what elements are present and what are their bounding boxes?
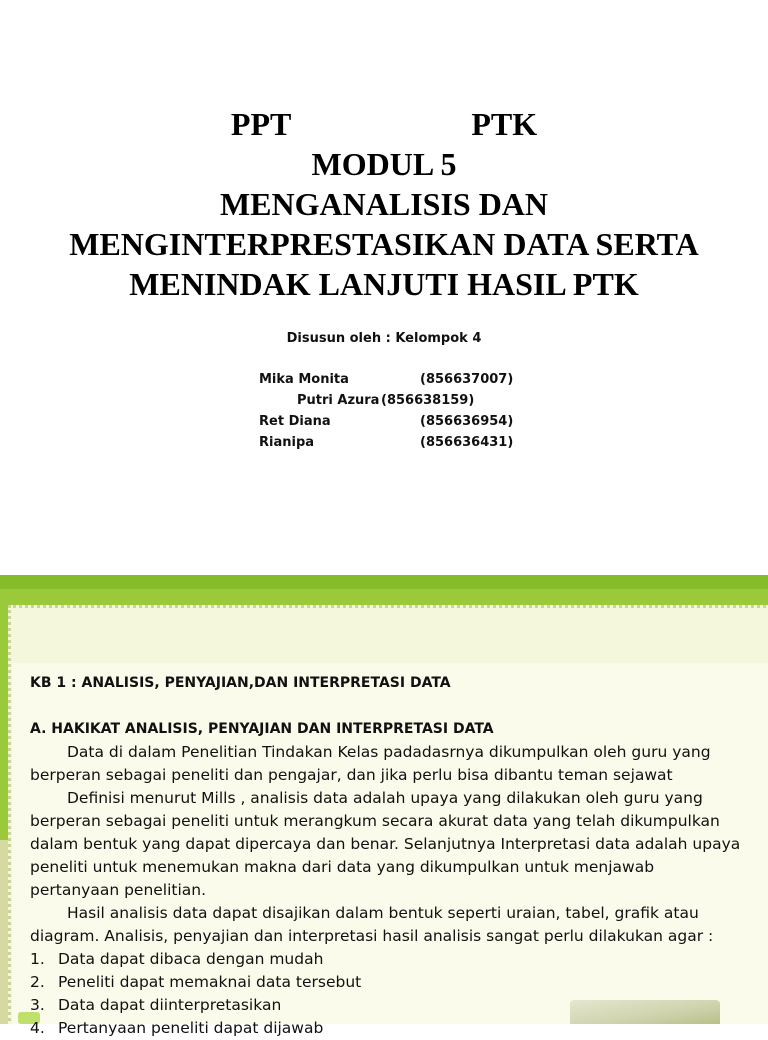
list-item: 2. Peneliti dapat memaknai data tersebut [30,973,362,991]
para-line: peneliti untuk menemukan makna dari data yang dikumpulkan untuk menjawab [30,858,655,876]
para-line: Data di dalam Penelitian Tindakan Kelas padadasrnya dikumpulkan oleh guru yang [67,743,711,761]
purpose-list [30,948,750,1040]
section-heading: A. HAKIKAT ANALISIS, PENYAJIAN DAN INTERPRETASI DATA [30,721,494,737]
paragraph-1 [30,741,750,787]
member-nim: (856638159) [381,393,475,408]
paragraph-2 [30,787,750,902]
title-row-1 [0,104,768,144]
para-line: pertanyaan penelitian. [30,881,207,899]
title-line-modul: MODUL 5 [311,146,457,182]
member-name: Ret Diana [259,414,331,429]
title-line-2: MENGANALISIS DAN [219,186,549,222]
top-stripe [0,575,768,589]
list-item: 1. Data dapat dibaca dengan mudah [30,950,324,968]
para-line: Definisi menurut Mills , analisis data adalah upaya yang dilakukan oleh guru yang [67,789,703,807]
left-decoration [0,840,8,1024]
list-item: 3. Data dapat diinterpretasikan [30,996,282,1014]
list-item: 4. Pertanyaan peneliti dapat dijawab [30,1019,324,1037]
para-line: Hasil analisis data dapat disajikan dalam bentuk seperti uraian, tabel, grafik atau [67,904,699,922]
title-line-3: MENGINTERPRESTASIKAN DATA SERTA [69,226,699,262]
content-text [30,672,750,1040]
title-ppt: PPT [230,106,292,142]
member-name: Putri Azura [297,393,380,408]
paragraph-3 [30,902,750,948]
para-line: berperan sebagai peneliti dan pengajar, dan jika perlu bisa dibantu teman sejawat [30,766,673,784]
member-nim: (856637007) [420,372,514,387]
para-line: berperan sebagai peneliti untuk merangkum secara akurat data yang telah dikumpulkan [30,812,720,830]
title-line-4: MENINDAK LANJUTI HASIL PTK [129,266,639,302]
member-name: Mika Monita [259,372,349,387]
para-line: diagram. Analisis, penyajian dan interpretasi hasil analisis sangat perlu dilakukan agar : [30,927,714,945]
member-name: Rianipa [259,435,315,450]
slide-title [0,104,768,304]
byline: Disusun oleh : Kelompok 4 [286,331,482,346]
para-line: dalam bentuk yang dapat dipercaya dan benar. Selanjutnya Interpretasi data adalah upaya [30,835,741,853]
title-ptk: PTK [471,106,538,142]
member-nim: (856636431) [420,435,514,450]
kb-heading: KB 1 : ANALISIS, PENYAJIAN,DAN INTERPRETASI DATA [30,675,451,691]
member-nim: (856636954) [420,414,514,429]
